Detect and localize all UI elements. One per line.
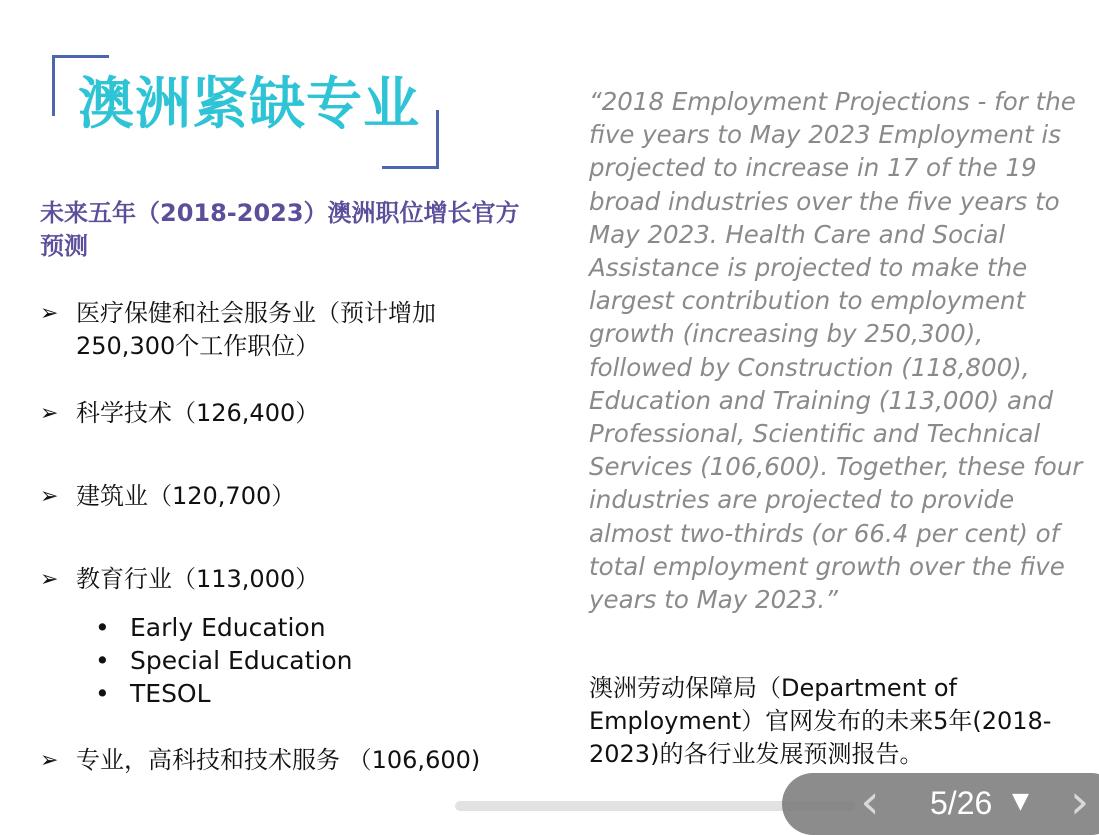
dot-bullet-icon: • xyxy=(95,646,110,675)
bullet-text: 建筑业（120,700） xyxy=(76,482,296,510)
bullet-text: 专业，高科技和技术服务 （106,600) xyxy=(76,746,481,774)
slide-title: 澳洲紧缺专业 xyxy=(78,72,420,137)
list-item-text: TESOL xyxy=(130,679,211,708)
source-note: 澳洲劳动保障局（Department of Employment）官网发布的未来5年(2018-2023)的各行业发展预测报告。 xyxy=(589,674,1052,768)
bullet-text: 教育行业（113,000） xyxy=(76,565,320,593)
caret-down-icon[interactable]: ▼ xyxy=(1012,789,1029,814)
arrow-bullet-icon: ➢ xyxy=(40,484,59,509)
list-item xyxy=(95,677,353,710)
list-item-text: Early Education xyxy=(130,613,326,642)
arrow-bullet-icon: ➢ xyxy=(40,301,59,326)
list-item-text: Special Education xyxy=(130,646,353,675)
list-item xyxy=(95,644,353,677)
bullet-science-tech xyxy=(40,397,510,430)
arrow-bullet-icon: ➢ xyxy=(40,748,59,773)
dot-bullet-icon: • xyxy=(95,613,110,642)
slide-subtitle: 未来五年（2018-2023）澳洲职位增长官方预测 xyxy=(40,199,520,260)
arrow-bullet-icon: ➢ xyxy=(40,401,59,426)
list-item xyxy=(95,611,353,644)
bullet-text: 医疗保健和社会服务业（预计增加250,300个工作职位） xyxy=(76,299,436,360)
chevron-right-icon[interactable]: › xyxy=(1070,774,1090,830)
bullet-professional-services xyxy=(40,744,560,777)
page-counter[interactable]: 5/26 xyxy=(930,785,993,821)
bullet-health-care xyxy=(40,297,510,363)
education-subitems xyxy=(95,611,353,710)
arrow-bullet-icon: ➢ xyxy=(40,567,59,592)
employment-projections-quote: “2018 Employment Projections - for the five years to May 2023 Employment is projected to increase in 17 of the 19 broad industries over the five years to May 2023. Health Care and Social Assistance is projected to make the largest contribution to employment growth (increasing by 250,300), followed by Construction (118,800), Education and Training (113,000) and Professional, Scientific and Technical Services (106,600). Together, these four industries are projected to provide almost two-thirds (or 66.4 per cent) of total employment growth over the five years to May 2023.” xyxy=(589,87,1083,615)
bullet-education xyxy=(40,563,510,596)
chevron-left-icon[interactable]: ‹ xyxy=(860,774,880,830)
dot-bullet-icon: • xyxy=(95,679,110,708)
bullet-construction xyxy=(40,480,510,513)
bullet-text: 科学技术（126,400） xyxy=(76,399,320,427)
